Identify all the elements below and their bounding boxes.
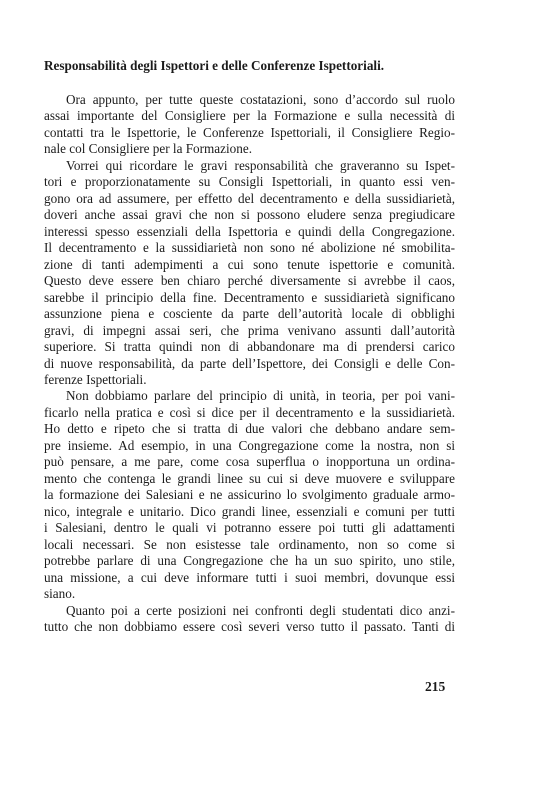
text-line: locali necessari. Se non esistesse tale ordinamento, non so come si xyxy=(44,536,455,552)
text-line: i Salesiani, dentro le quali vi potranno essere poi tutti gli adattamenti xyxy=(44,520,455,536)
text-line: potrebbe parlare di una Congregazione che ha un suo spirito, uno stile, xyxy=(44,553,455,569)
text-line: di nuove responsabilità, da parte dell’Ispettore, dei Consigli e delle Con- xyxy=(44,355,455,371)
text-line: siano. xyxy=(44,586,76,602)
text-line: ferenze Ispettoriali. xyxy=(44,371,147,387)
section-heading: Responsabilità degli Ispettori e delle Conferenze Ispettoriali. xyxy=(44,58,385,73)
text-line: assunzione piena e cosciente da parte dell’autorità locale di obblighi xyxy=(44,306,455,322)
text-line: la formazione dei Salesiani e ne assicurino lo svolgimento graduale armo- xyxy=(44,487,455,503)
text-line: Ho detto e ripeto che si tratta di due valori che debbano andare sem- xyxy=(44,421,455,437)
text-line: nico, integrale e unitario. Dico grandi linee, essenziali e comuni per tutti xyxy=(44,503,455,519)
text-line: interessi spesso essenziali della Ispettoria e quindi della Congregazione. xyxy=(44,223,455,239)
text-line: Questo deve essere ben chiaro perché diversamente si avrebbe il caos, xyxy=(44,273,455,289)
text-line: tori e proporzionatamente su Consigli Ispettoriali, in quanto essi ven- xyxy=(44,174,455,190)
text-line: superiore. Si tratta quindi non di abbandonare ma di prendersi carico xyxy=(44,339,455,355)
text-line: tutto che non dobbiamo essere così severi verso tutto il passato. Tanti di xyxy=(44,619,455,634)
text-line: Quanto poi a certe posizioni nei confronti degli studentati dico anzi- xyxy=(66,602,455,618)
text-line: nale col Consigliere per la Formazione. xyxy=(44,141,252,157)
text-line: Non dobbiamo parlare del principio di unità, in teoria, per poi vani- xyxy=(66,388,455,404)
text-line: pre insieme. Ad esempio, in una Congregazione come la nostra, non si xyxy=(44,437,455,453)
text-line: contatti tra le Ispettorie, le Conferenze Ispettoriali, il Consigliere Regio- xyxy=(44,124,455,140)
text-line: Vorrei qui ricordare le gravi responsabilità che graveranno su Ispet- xyxy=(66,157,455,173)
text-line: assai importante del Consigliere per la Formazione e sulla necessità di xyxy=(44,108,455,124)
text-line: ficarlo nella pratica e così si dice per il decentramento e la sussidiarietà. xyxy=(44,404,455,420)
text-line: Ora appunto, per tutte queste costatazioni, sono d’accordo sul ruolo xyxy=(66,92,455,107)
text-line: può pensare, a me pare, come cosa superflua o inopportuna un ordina- xyxy=(44,454,455,470)
text-line: zione di tanti adempimenti a cui sono tenute ispettorie e comunità. xyxy=(44,256,455,272)
text-line: gono ora ad assumere, per effetto del decentramento e della sussidiarietà, xyxy=(44,190,455,206)
page-number: 215 xyxy=(425,679,446,694)
text-line: Il decentramento e la sussidiarietà non sono né abolizione né smobilita- xyxy=(44,240,455,256)
body-text xyxy=(44,92,455,635)
text-line: sarebbe il principio della fine. Decentramento e sussidiarietà significano xyxy=(44,289,455,305)
text-line: una missione, a cui deve informare tutti i suoi membri, dovunque essi xyxy=(44,569,455,585)
text-line: mento che contenga le grandi linee su cui si deve muovere e sviluppare xyxy=(44,470,455,486)
text-line: doveri anche assai gravi che non si possono eludere senza pregiudicare xyxy=(44,207,455,223)
text-line: gravi, di impegni assai seri, che prima venivano assunti dall’autorità xyxy=(44,322,455,338)
